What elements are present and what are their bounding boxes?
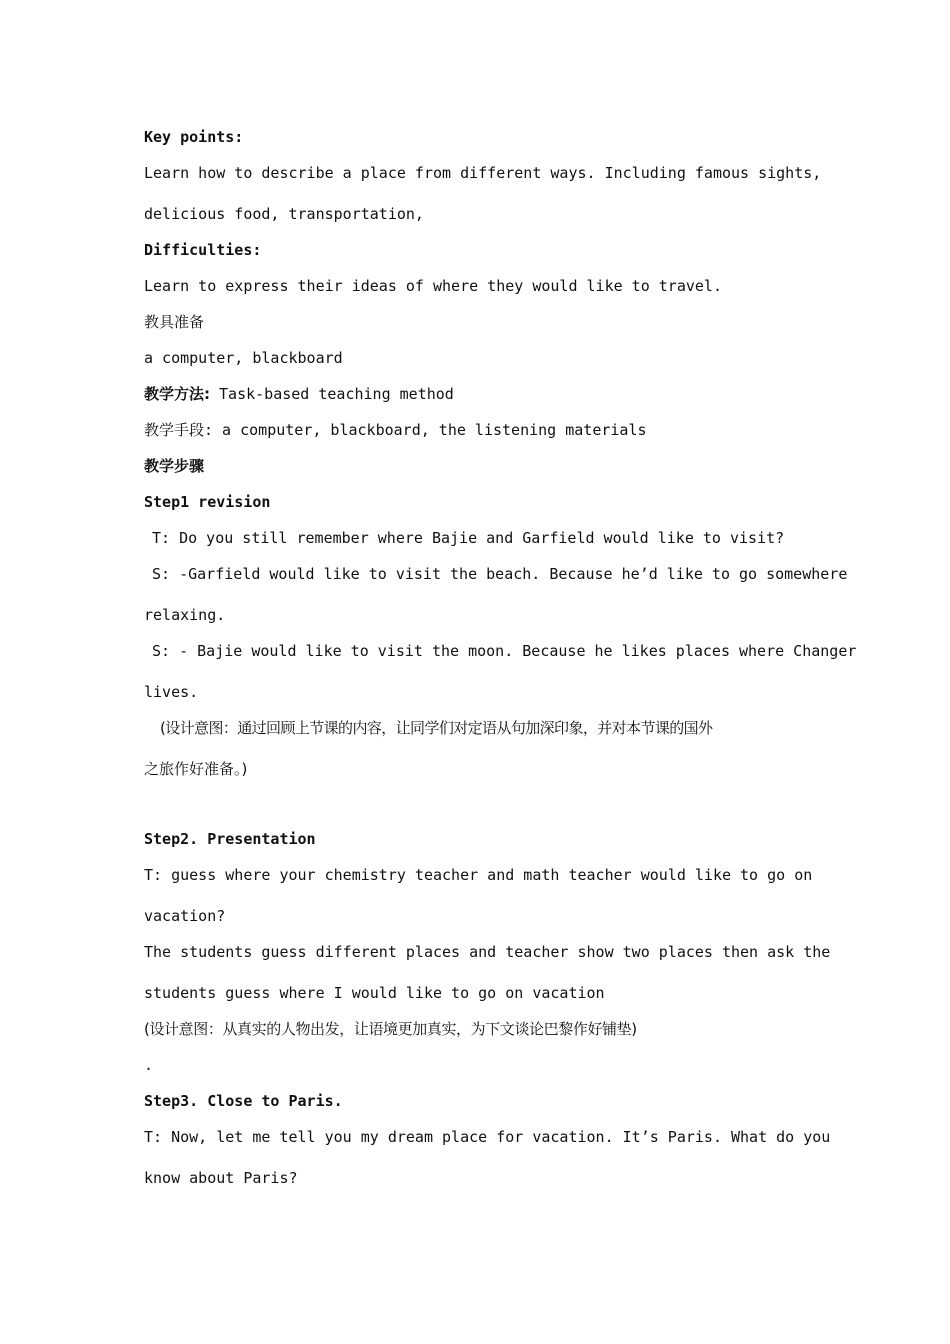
step1-design-note-line-1: (设计意图：通过回顾上节课的内容，让同学们对定语从句加深印象，并对本节课的国外	[160, 719, 713, 737]
key-points-heading: Key points:	[144, 128, 244, 146]
step2-heading: Step2. Presentation	[144, 830, 316, 848]
difficulties-text: Learn to express their ideas of where they would like to travel.	[144, 277, 722, 295]
steps-heading: 教学步骤	[144, 457, 205, 475]
step2-design-note: (设计意图：从真实的人物出发，让语境更加真实，为下文谈论巴黎作好铺垫)	[144, 1020, 637, 1038]
difficulties-heading: Difficulties:	[144, 241, 262, 259]
method-text: Task-based teaching method	[210, 385, 454, 403]
tools-text: a computer, blackboard	[144, 349, 343, 367]
step2-teacher-line-1: T: guess where your chemistry teacher and math teacher would like to go on	[144, 866, 813, 884]
step1-heading: Step1 revision	[144, 493, 271, 511]
step3-teacher-line-2: know about Paris?	[144, 1169, 298, 1187]
step1-student-answer-2-line-2: lives.	[144, 683, 199, 701]
step2-dot: .	[144, 1056, 154, 1074]
means-text: 教学手段: a computer, blackboard, the listening materials	[144, 421, 647, 439]
step3-heading: Step3. Close to Paris.	[144, 1092, 343, 1110]
step1-teacher-question: T: Do you still remember where Bajie and Garfield would like to visit?	[152, 529, 785, 547]
key-points-line-2: delicious food, transportation,	[144, 205, 424, 223]
step2-procedure-line-2: students guess where I would like to go on vacation	[144, 984, 605, 1002]
method-label: 教学方法:	[144, 385, 210, 403]
key-points-line-1: Learn how to describe a place from different ways. Including famous sights,	[144, 164, 822, 182]
step1-student-answer-1-line-1: S: -Garfield would like to visit the beach. Because he’d like to go somewhere	[152, 565, 848, 583]
tools-heading: 教具准备	[144, 313, 205, 331]
step2-teacher-line-2: vacation?	[144, 907, 226, 925]
step2-procedure-line-1: The students guess different places and teacher show two places then ask the	[144, 943, 831, 961]
step3-teacher-line-1: T: Now, let me tell you my dream place for vacation. It’s Paris. What do you	[144, 1128, 831, 1146]
step1-design-note-line-2: 之旅作好准备。)	[144, 760, 248, 778]
step1-student-answer-1-line-2: relaxing.	[144, 606, 226, 624]
step1-student-answer-2-line-1: S: - Bajie would like to visit the moon. Because he likes places where Changer	[152, 642, 857, 660]
method-line	[144, 383, 806, 405]
